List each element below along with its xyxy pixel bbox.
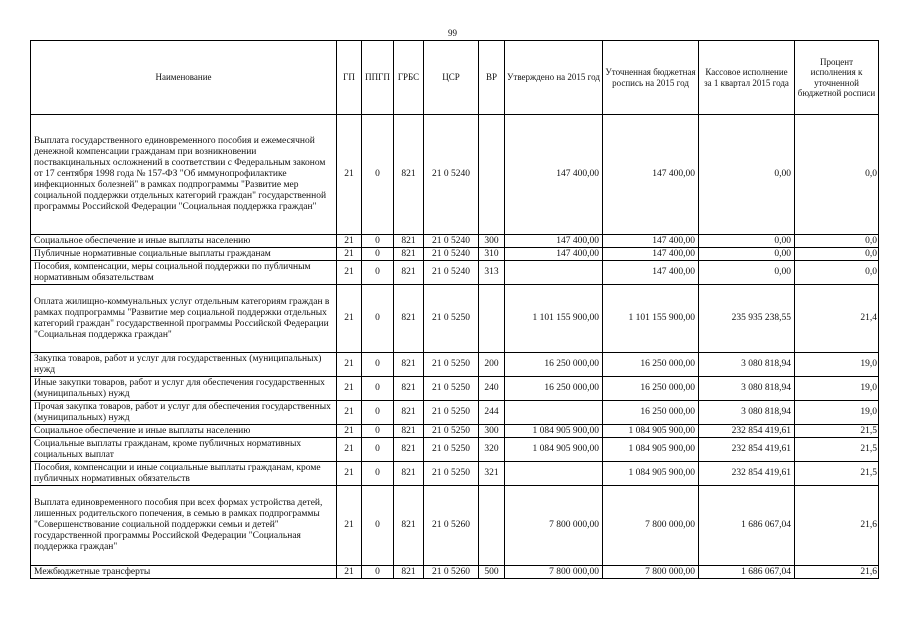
row-csr: 21 0 5240: [424, 261, 479, 285]
row-approved: 7 800 000,00: [505, 486, 603, 566]
row-name: Межбюджетные трансферты: [31, 566, 337, 579]
table-row: [31, 353, 879, 377]
row-ppgp: 0: [362, 115, 394, 235]
row-cash: 1 686 067,04: [699, 486, 795, 566]
row-name: Иные закупки товаров, работ и услуг для обеспечения государственных (муниципальных) нужд: [31, 377, 337, 401]
row-gp: 21: [337, 425, 362, 438]
row-grbs: 821: [394, 401, 424, 425]
table-row: [31, 425, 879, 438]
row-vr: 313: [479, 261, 505, 285]
row-refined: 1 084 905 900,00: [603, 438, 699, 462]
row-vr: 200: [479, 353, 505, 377]
table-row: [31, 235, 879, 248]
row-approved: [505, 462, 603, 486]
row-grbs: 821: [394, 462, 424, 486]
row-grbs: 821: [394, 486, 424, 566]
row-percent: 19,0: [795, 401, 879, 425]
header-name: Наименование: [31, 41, 337, 115]
table-row: [31, 285, 879, 353]
row-name: Выплата единовременного пособия при всех формах устройства детей, лишенных родительского попечения, в семью в рамках подпрограммы "Совершенствование социальной поддержки семьи и детей" государственной программы Российской Федерации "Социальная поддержка граждан": [31, 486, 337, 566]
row-cash: 232 854 419,61: [699, 425, 795, 438]
row-ppgp: 0: [362, 235, 394, 248]
row-gp: 21: [337, 115, 362, 235]
row-name: Пособия, компенсации и иные социальные выплаты гражданам, кроме публичных нормативных обязательств: [31, 462, 337, 486]
row-vr: 321: [479, 462, 505, 486]
row-grbs: 821: [394, 566, 424, 579]
row-vr: 300: [479, 425, 505, 438]
row-gp: 21: [337, 285, 362, 353]
row-approved: [505, 401, 603, 425]
row-percent: 0,0: [795, 115, 879, 235]
row-gp: 21: [337, 401, 362, 425]
row-approved: 147 400,00: [505, 235, 603, 248]
row-csr: 21 0 5250: [424, 462, 479, 486]
row-approved: [505, 261, 603, 285]
row-approved: 16 250 000,00: [505, 377, 603, 401]
row-vr: 300: [479, 235, 505, 248]
row-csr: 21 0 5240: [424, 115, 479, 235]
row-grbs: 821: [394, 248, 424, 261]
row-refined: 16 250 000,00: [603, 401, 699, 425]
row-grbs: 821: [394, 353, 424, 377]
row-vr: [479, 285, 505, 353]
row-name: Социальные выплаты гражданам, кроме публичных нормативных социальных выплат: [31, 438, 337, 462]
row-refined: 7 800 000,00: [603, 486, 699, 566]
row-gp: 21: [337, 438, 362, 462]
row-refined: 1 084 905 900,00: [603, 425, 699, 438]
row-vr: 500: [479, 566, 505, 579]
row-name: Социальное обеспечение и иные выплаты населению: [31, 425, 337, 438]
row-percent: 21,5: [795, 425, 879, 438]
row-gp: 21: [337, 353, 362, 377]
row-approved: 147 400,00: [505, 115, 603, 235]
row-csr: 21 0 5260: [424, 486, 479, 566]
header-csr: ЦСР: [424, 41, 479, 115]
row-name: Выплата государственного единовременного пособия и ежемесячной денежной компенсации гражданам при возникновении поствакцинальных осложнений в соответствии с Федеральным законом от 17 сентября 1998 года № 157-ФЗ "Об иммунопрофилактике инфекционных болезней" в рамках подпрограммы "Развитие мер социальной поддержки отдельных категорий граждан" государственной программы Российской Федерации "Социальная поддержка граждан": [31, 115, 337, 235]
row-vr: 244: [479, 401, 505, 425]
table-row: [31, 566, 879, 579]
header-gp: ГП: [337, 41, 362, 115]
table-row: [31, 115, 879, 235]
row-grbs: 821: [394, 425, 424, 438]
row-ppgp: 0: [362, 377, 394, 401]
row-refined: 147 400,00: [603, 115, 699, 235]
header-percent: Процент исполнения к уточненной бюджетной росписи: [795, 41, 879, 115]
row-percent: 0,0: [795, 248, 879, 261]
row-cash: 3 080 818,94: [699, 353, 795, 377]
row-ppgp: 0: [362, 261, 394, 285]
header-refined: Уточненная бюджетная роспись на 2015 год: [603, 41, 699, 115]
row-gp: 21: [337, 261, 362, 285]
row-csr: 21 0 5250: [424, 285, 479, 353]
row-cash: 235 935 238,55: [699, 285, 795, 353]
table-row: [31, 401, 879, 425]
row-percent: 21,4: [795, 285, 879, 353]
row-refined: 16 250 000,00: [603, 377, 699, 401]
row-approved: 147 400,00: [505, 248, 603, 261]
row-refined: 147 400,00: [603, 248, 699, 261]
row-name: Закупка товаров, работ и услуг для государственных (муниципальных) нужд: [31, 353, 337, 377]
row-refined: 16 250 000,00: [603, 353, 699, 377]
row-ppgp: 0: [362, 401, 394, 425]
row-gp: 21: [337, 462, 362, 486]
row-gp: 21: [337, 248, 362, 261]
row-grbs: 821: [394, 377, 424, 401]
row-refined: 7 800 000,00: [603, 566, 699, 579]
row-approved: 1 101 155 900,00: [505, 285, 603, 353]
row-refined: 1 084 905 900,00: [603, 462, 699, 486]
row-refined: 1 101 155 900,00: [603, 285, 699, 353]
row-gp: 21: [337, 566, 362, 579]
row-vr: [479, 115, 505, 235]
row-cash: 1 686 067,04: [699, 566, 795, 579]
budget-table: [30, 40, 879, 579]
row-csr: 21 0 5250: [424, 353, 479, 377]
row-ppgp: 0: [362, 425, 394, 438]
row-ppgp: 0: [362, 486, 394, 566]
row-ppgp: 0: [362, 566, 394, 579]
row-approved: 1 084 905 900,00: [505, 438, 603, 462]
table-row: [31, 377, 879, 401]
row-grbs: 821: [394, 235, 424, 248]
row-cash: 232 854 419,61: [699, 462, 795, 486]
row-csr: 21 0 5240: [424, 235, 479, 248]
row-cash: 0,00: [699, 235, 795, 248]
row-percent: 19,0: [795, 377, 879, 401]
row-cash: 3 080 818,94: [699, 377, 795, 401]
row-grbs: 821: [394, 261, 424, 285]
table-row: [31, 486, 879, 566]
row-ppgp: 0: [362, 353, 394, 377]
row-cash: 0,00: [699, 261, 795, 285]
table-row: [31, 438, 879, 462]
table-row: [31, 248, 879, 261]
row-approved: 1 084 905 900,00: [505, 425, 603, 438]
row-percent: 19,0: [795, 353, 879, 377]
row-percent: 21,5: [795, 462, 879, 486]
row-csr: 21 0 5240: [424, 248, 479, 261]
row-cash: 232 854 419,61: [699, 438, 795, 462]
row-approved: 7 800 000,00: [505, 566, 603, 579]
row-ppgp: 0: [362, 285, 394, 353]
row-name: Оплата жилищно-коммунальных услуг отдельным категориям граждан в рамках подпрограммы "Развитие мер социальной поддержки отдельных категорий граждан" государственной программы Российской Федерации "Социальная поддержка граждан": [31, 285, 337, 353]
row-percent: 0,0: [795, 261, 879, 285]
row-vr: 310: [479, 248, 505, 261]
row-vr: [479, 486, 505, 566]
row-ppgp: 0: [362, 248, 394, 261]
row-percent: 21,5: [795, 438, 879, 462]
row-gp: 21: [337, 235, 362, 248]
row-name: Пособия, компенсации, меры социальной поддержки по публичным нормативным обязательствам: [31, 261, 337, 285]
row-ppgp: 0: [362, 462, 394, 486]
row-csr: 21 0 5250: [424, 377, 479, 401]
row-percent: 0,0: [795, 235, 879, 248]
header-approved: Утверждено на 2015 год: [505, 41, 603, 115]
row-csr: 21 0 5250: [424, 425, 479, 438]
row-cash: 0,00: [699, 115, 795, 235]
row-cash: 3 080 818,94: [699, 401, 795, 425]
header-cash: Кассовое исполнение за 1 квартал 2015 года: [699, 41, 795, 115]
header-vr: ВР: [479, 41, 505, 115]
page-number: 99: [448, 28, 457, 38]
row-grbs: 821: [394, 438, 424, 462]
header-ppgp: ППГП: [362, 41, 394, 115]
row-name: Публичные нормативные социальные выплаты гражданам: [31, 248, 337, 261]
row-vr: 240: [479, 377, 505, 401]
row-csr: 21 0 5250: [424, 438, 479, 462]
row-refined: 147 400,00: [603, 235, 699, 248]
row-csr: 21 0 5250: [424, 401, 479, 425]
row-refined: 147 400,00: [603, 261, 699, 285]
row-csr: 21 0 5260: [424, 566, 479, 579]
row-grbs: 821: [394, 285, 424, 353]
row-percent: 21,6: [795, 566, 879, 579]
row-name: Прочая закупка товаров, работ и услуг для обеспечения государственных (муниципальных) нужд: [31, 401, 337, 425]
row-cash: 0,00: [699, 248, 795, 261]
row-name: Социальное обеспечение и иные выплаты населению: [31, 235, 337, 248]
row-approved: 16 250 000,00: [505, 353, 603, 377]
table-row: [31, 261, 879, 285]
row-gp: 21: [337, 486, 362, 566]
header-grbs: ГРБС: [394, 41, 424, 115]
row-vr: 320: [479, 438, 505, 462]
row-ppgp: 0: [362, 438, 394, 462]
table-row: [31, 462, 879, 486]
row-percent: 21,6: [795, 486, 879, 566]
row-grbs: 821: [394, 115, 424, 235]
table-header-row: [31, 41, 879, 115]
row-gp: 21: [337, 377, 362, 401]
